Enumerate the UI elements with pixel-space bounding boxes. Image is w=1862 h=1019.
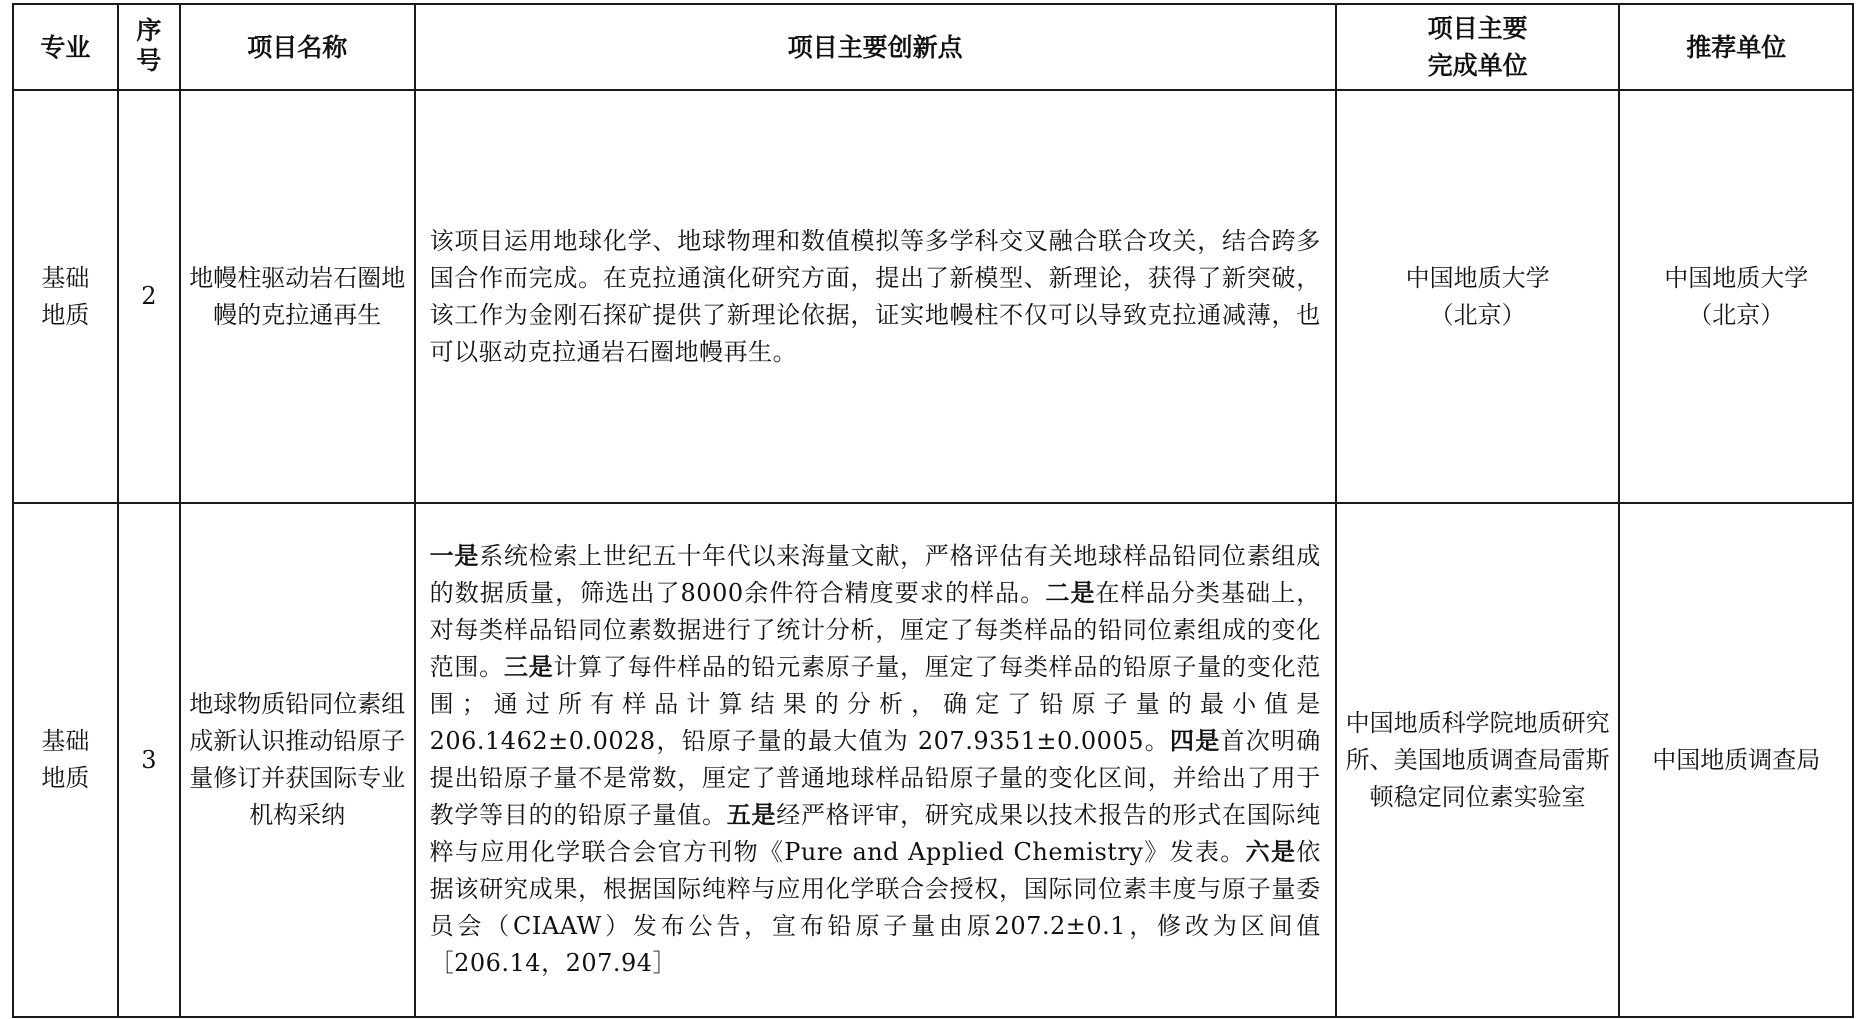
table-row [13,90,1853,503]
innovation-paragraph [430,538,1321,982]
header-unit-line2: 完成单位 [1427,51,1528,80]
point-2-key: 二是 [1045,579,1096,607]
point-3-key: 三是 [503,653,554,681]
project-name-cell: 地幔柱驱动岩石圈地幔的克拉通再生 [180,90,415,503]
field-cell: 基础地质 [13,90,118,503]
header-unit-line1: 项目主要 [1427,14,1528,43]
header-unit [1336,4,1620,90]
header-innovation: 项目主要创新点 [415,4,1336,90]
unit-cell: 中国地质大学（北京） [1336,90,1620,503]
innovation-cell: 该项目运用地球化学、地球物理和数值模拟等多学科交叉融合联合攻关，结合跨多国合作而完成。在克拉通演化研究方面，提出了新模型、新理论，获得了新突破，该工作为金刚石探矿提供了新理论依据，证实地幔柱不仅可以导致克拉通减薄，也可以驱动克拉通岩石圈地幔再生。 [415,90,1336,503]
header-field: 专业 [13,4,118,90]
point-1-key: 一是 [429,542,480,570]
recommender-cell: 中国地质大学（北京） [1619,90,1853,503]
header-seq: 序号 [118,4,180,90]
header-row [13,4,1853,90]
point-5-key: 五是 [726,801,777,829]
point-4-text: 首次明确提出铅原子量不是常数，厘定了普通地球样品铅原子量的变化区间，并给出了用于教学等目的的铅原子量值。 [429,727,1321,829]
project-table [12,3,1854,1018]
seq-cell: 3 [118,503,180,1017]
seq-cell: 2 [118,90,180,503]
innovation-cell [415,503,1336,1017]
point-5-text: 经严格评审，研究成果以技术报告的形式在国际纯粹与应用化学联合会官方刊物《Pure and Applied Chemistry》发表。 [429,801,1321,866]
unit-cell: 中国地质科学院地质研究所、美国地质调查局雷斯顿稳定同位素实验室 [1336,503,1620,1017]
point-4-key: 四是 [1170,727,1221,755]
header-name: 项目名称 [180,4,415,90]
recommender-cell: 中国地质调查局 [1619,503,1853,1017]
header-recommender: 推荐单位 [1619,4,1853,90]
point-6-text: 依据该研究成果，根据国际纯粹与应用化学联合会授权，国际同位素丰度与原子量委员会（CIAAW）发布公告，宣布铅原子量由原207.2±0.1，修改为区间值［206.14，207.94］ [429,838,1321,977]
point-3-text: 计算了每件样品的铅元素原子量，厘定了每类样品的铅原子量的变化范围；通过所有样品计算结果的分析，确定了铅原子量的最小值是206.1462±0.0028，铅原子量的最大值为 207.9351±0.0005。 [429,653,1321,755]
project-name-cell: 地球物质铅同位素组成新认识推动铅原子量修订并获国际专业机构采纳 [180,503,415,1017]
point-2-text: 在样品分类基础上，对每类样品铅同位素数据进行了统计分析，厘定了每类样品的铅同位素组成的变化范围。 [429,579,1321,681]
field-cell: 基础地质 [13,503,118,1017]
point-1-text: 系统检索上世纪五十年代以来海量文献，严格评估有关地球样品铅同位素组成的数据质量，筛选出了8000余件符合精度要求的样品。 [429,542,1321,607]
point-6-key: 六是 [1245,838,1297,866]
table-row [13,503,1853,1017]
